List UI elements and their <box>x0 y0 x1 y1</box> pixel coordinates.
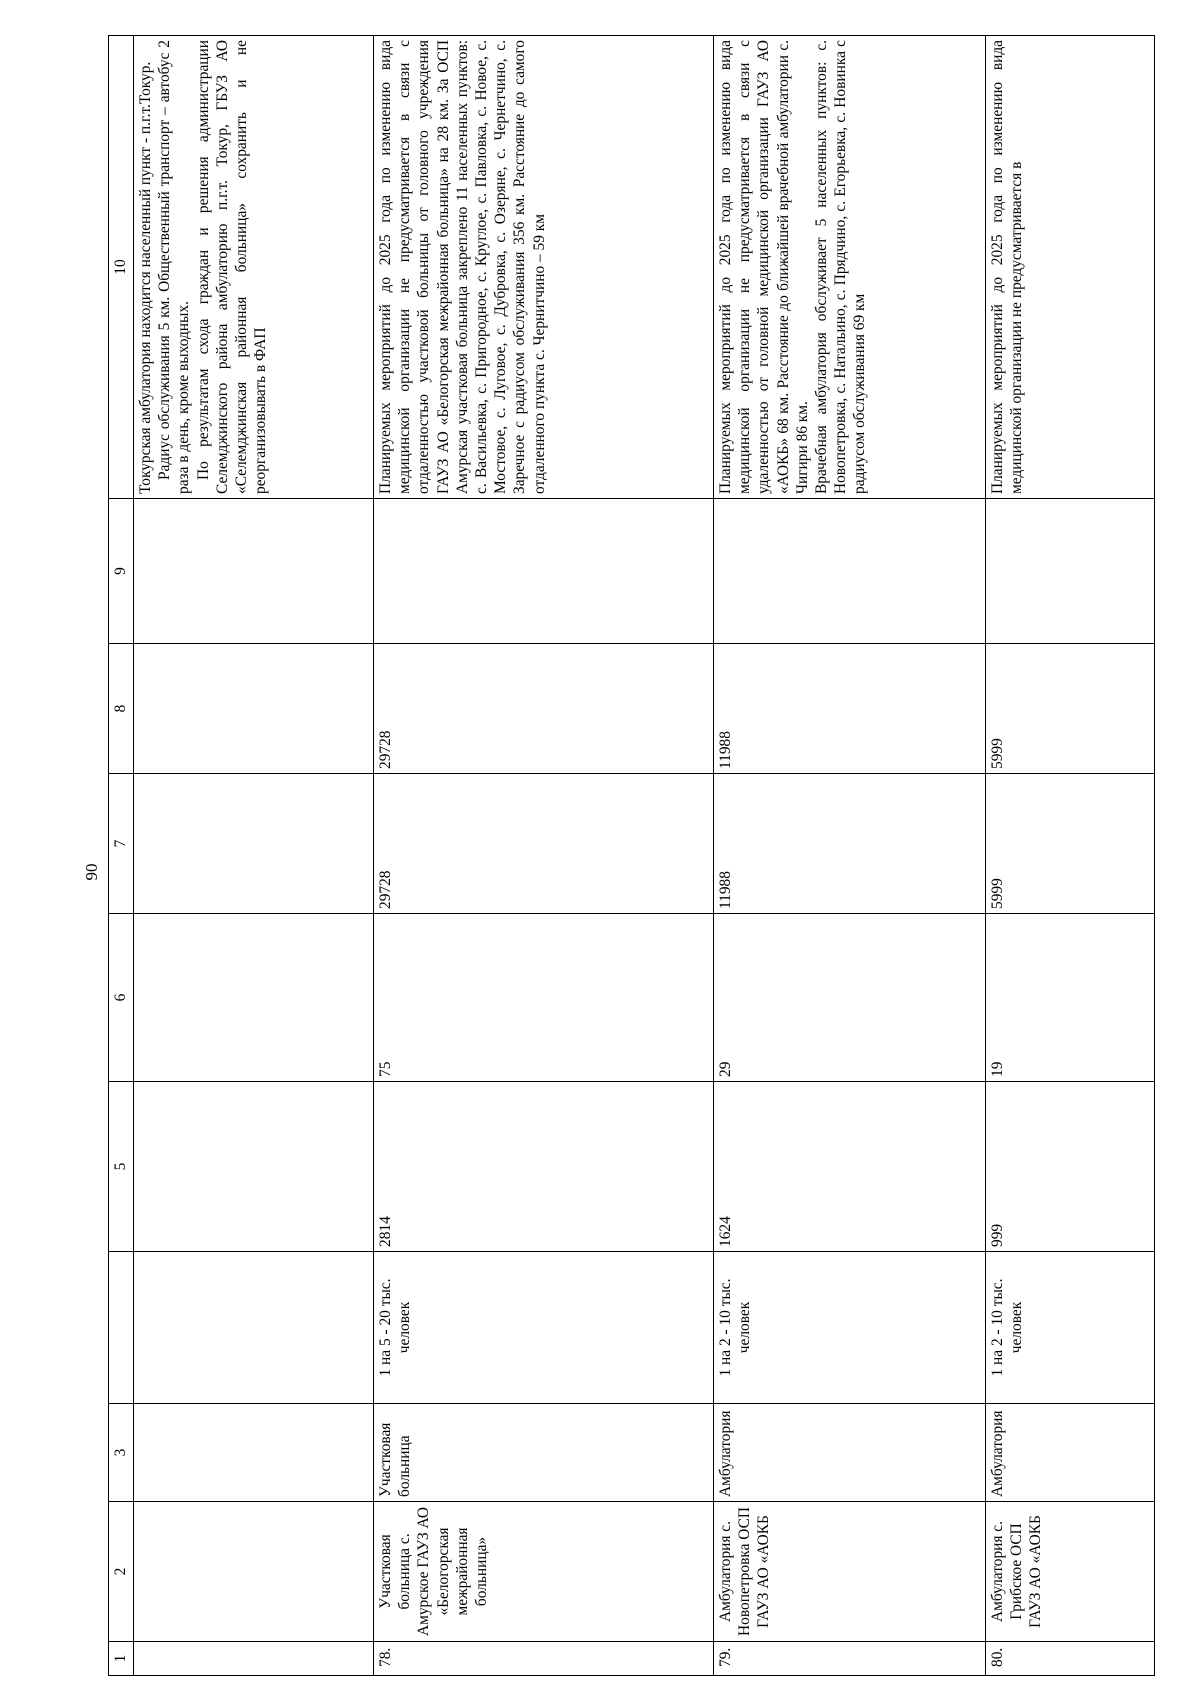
facility-norm: 1 на 2 - 10 тыс. человек <box>986 1252 1155 1404</box>
col-header-6: 6 <box>109 914 134 1082</box>
table-row <box>986 36 1155 1676</box>
col-header-8: 8 <box>109 644 134 774</box>
row-number: 78. <box>374 1642 714 1676</box>
col9-value <box>714 499 986 644</box>
col5-value: 1624 <box>714 1082 986 1252</box>
col8-value: 5999 <box>986 644 1155 774</box>
page-number: 90 <box>82 863 101 881</box>
col8-value: 29728 <box>374 644 714 774</box>
col6-value <box>134 914 374 1082</box>
header-row <box>109 36 134 1676</box>
col9-value <box>986 499 1155 644</box>
facility-name: Амбулатория с. Грибское ОСП ГАУЗ АО «АОКБ <box>986 1502 1155 1642</box>
note-paragraph: Планируемых мероприятий до 2025 года по изменению вида медицинской организации не предусматривается в связи с отдаленностью участковой больницы от головного учреждения ГАУЗ АО «Белогорская межрайонная больница» на 28 км. За ОСП Амурская участковая больница закреплено 11 населенных пунктов: с. Васильевка, с. Пригородное, с. Круглое, с. Павловка, с. Новое, с. Мостовое, с. Луговое, с. Дубровка, с. Озеряне, с. Чернетчино, с. Заречное с радиусом обслуживания 356 км. Расстояние до самого отдаленного пункта с. Чернитчино – 59 км <box>377 40 548 494</box>
col5-value <box>134 1082 374 1252</box>
col9-value <box>374 499 714 644</box>
note-paragraph: Планируемых мероприятий до 2025 года по изменению вида медицинской организации не предусматривается в <box>989 40 1026 494</box>
row-number <box>134 1642 374 1676</box>
data-table <box>108 35 1155 1676</box>
col7-value: 11988 <box>714 774 986 914</box>
col6-value: 19 <box>986 914 1155 1082</box>
notes-cell <box>374 36 714 499</box>
table-row <box>714 36 986 1676</box>
notes-cell <box>714 36 986 499</box>
col-header-9: 9 <box>109 499 134 644</box>
col6-value: 29 <box>714 914 986 1082</box>
note-paragraph: Радиус обслуживания 5 км. Общественный транспорт – автобус 2 раза в день, кроме выходных. <box>156 40 193 494</box>
col5-value: 2814 <box>374 1082 714 1252</box>
facility-type: Амбулатория <box>986 1404 1155 1502</box>
row-number: 79. <box>714 1642 986 1676</box>
col5-value: 999 <box>986 1082 1155 1252</box>
col-header-7: 7 <box>109 774 134 914</box>
facility-norm: 1 на 5 - 20 тыс. человек <box>374 1252 714 1404</box>
table-row <box>374 36 714 1676</box>
col9-value <box>134 499 374 644</box>
facility-name: Амбулатория с. Новопетровка ОСП ГАУЗ АО «АОКБ <box>714 1502 986 1642</box>
note-paragraph: По результатам схода граждан и решения администрации Селемджинского района амбулаторию п.г.т. Токур, ГБУЗ АО «Селемджинская районная больница» сохранить и не реорганизовывать в ФАП <box>194 40 270 494</box>
col-header-3: 3 <box>109 1404 134 1502</box>
row-number: 80. <box>986 1642 1155 1676</box>
note-paragraph: Планируемых мероприятий до 2025 года по изменению вида медицинской организации не предусматривается в связи с удаленностью от головной медицинской организации ГАУЗ АО «АОКБ» 68 км. Расстояние до ближайшей врачебной амбулатории с. Чигири 86 км. <box>717 40 811 494</box>
facility-type <box>134 1404 374 1502</box>
col7-value: 5999 <box>986 774 1155 914</box>
col-header-2: 2 <box>109 1502 134 1642</box>
notes-cell <box>134 36 374 499</box>
col7-value: 29728 <box>374 774 714 914</box>
facility-name: Участковая больница с. Амурское ГАУЗ АО «Белогорская межрайонная больница» <box>374 1502 714 1642</box>
notes-cell <box>986 36 1155 499</box>
facility-type: Амбулатория <box>714 1404 986 1502</box>
facility-norm: 1 на 2 - 10 тыс. человек <box>714 1252 986 1404</box>
note-paragraph: Токурская амбулатория находится населенный пункт - п.г.т.Токур. <box>137 61 154 494</box>
col6-value: 75 <box>374 914 714 1082</box>
col-header-1: 1 <box>109 1642 134 1676</box>
col8-value: 11988 <box>714 644 986 774</box>
col7-value <box>134 774 374 914</box>
facility-norm <box>134 1252 374 1404</box>
note-paragraph: Врачебная амбулатория обслуживает 5 населенных пунктов: с. Новопетровка, с. Натальино, с. Прядчино, с. Егорьевка, с. Новинка с радиусом обслуживания 69 км <box>813 40 869 494</box>
facility-name <box>134 1502 374 1642</box>
col-header-5: 5 <box>109 1082 134 1252</box>
col-header-10: 10 <box>109 36 134 499</box>
rotated-table-frame <box>108 36 1155 1676</box>
table-row <box>134 36 374 1676</box>
col8-value <box>134 644 374 774</box>
facility-type: Участковая больница <box>374 1404 714 1502</box>
col-header-4 <box>109 1252 134 1404</box>
